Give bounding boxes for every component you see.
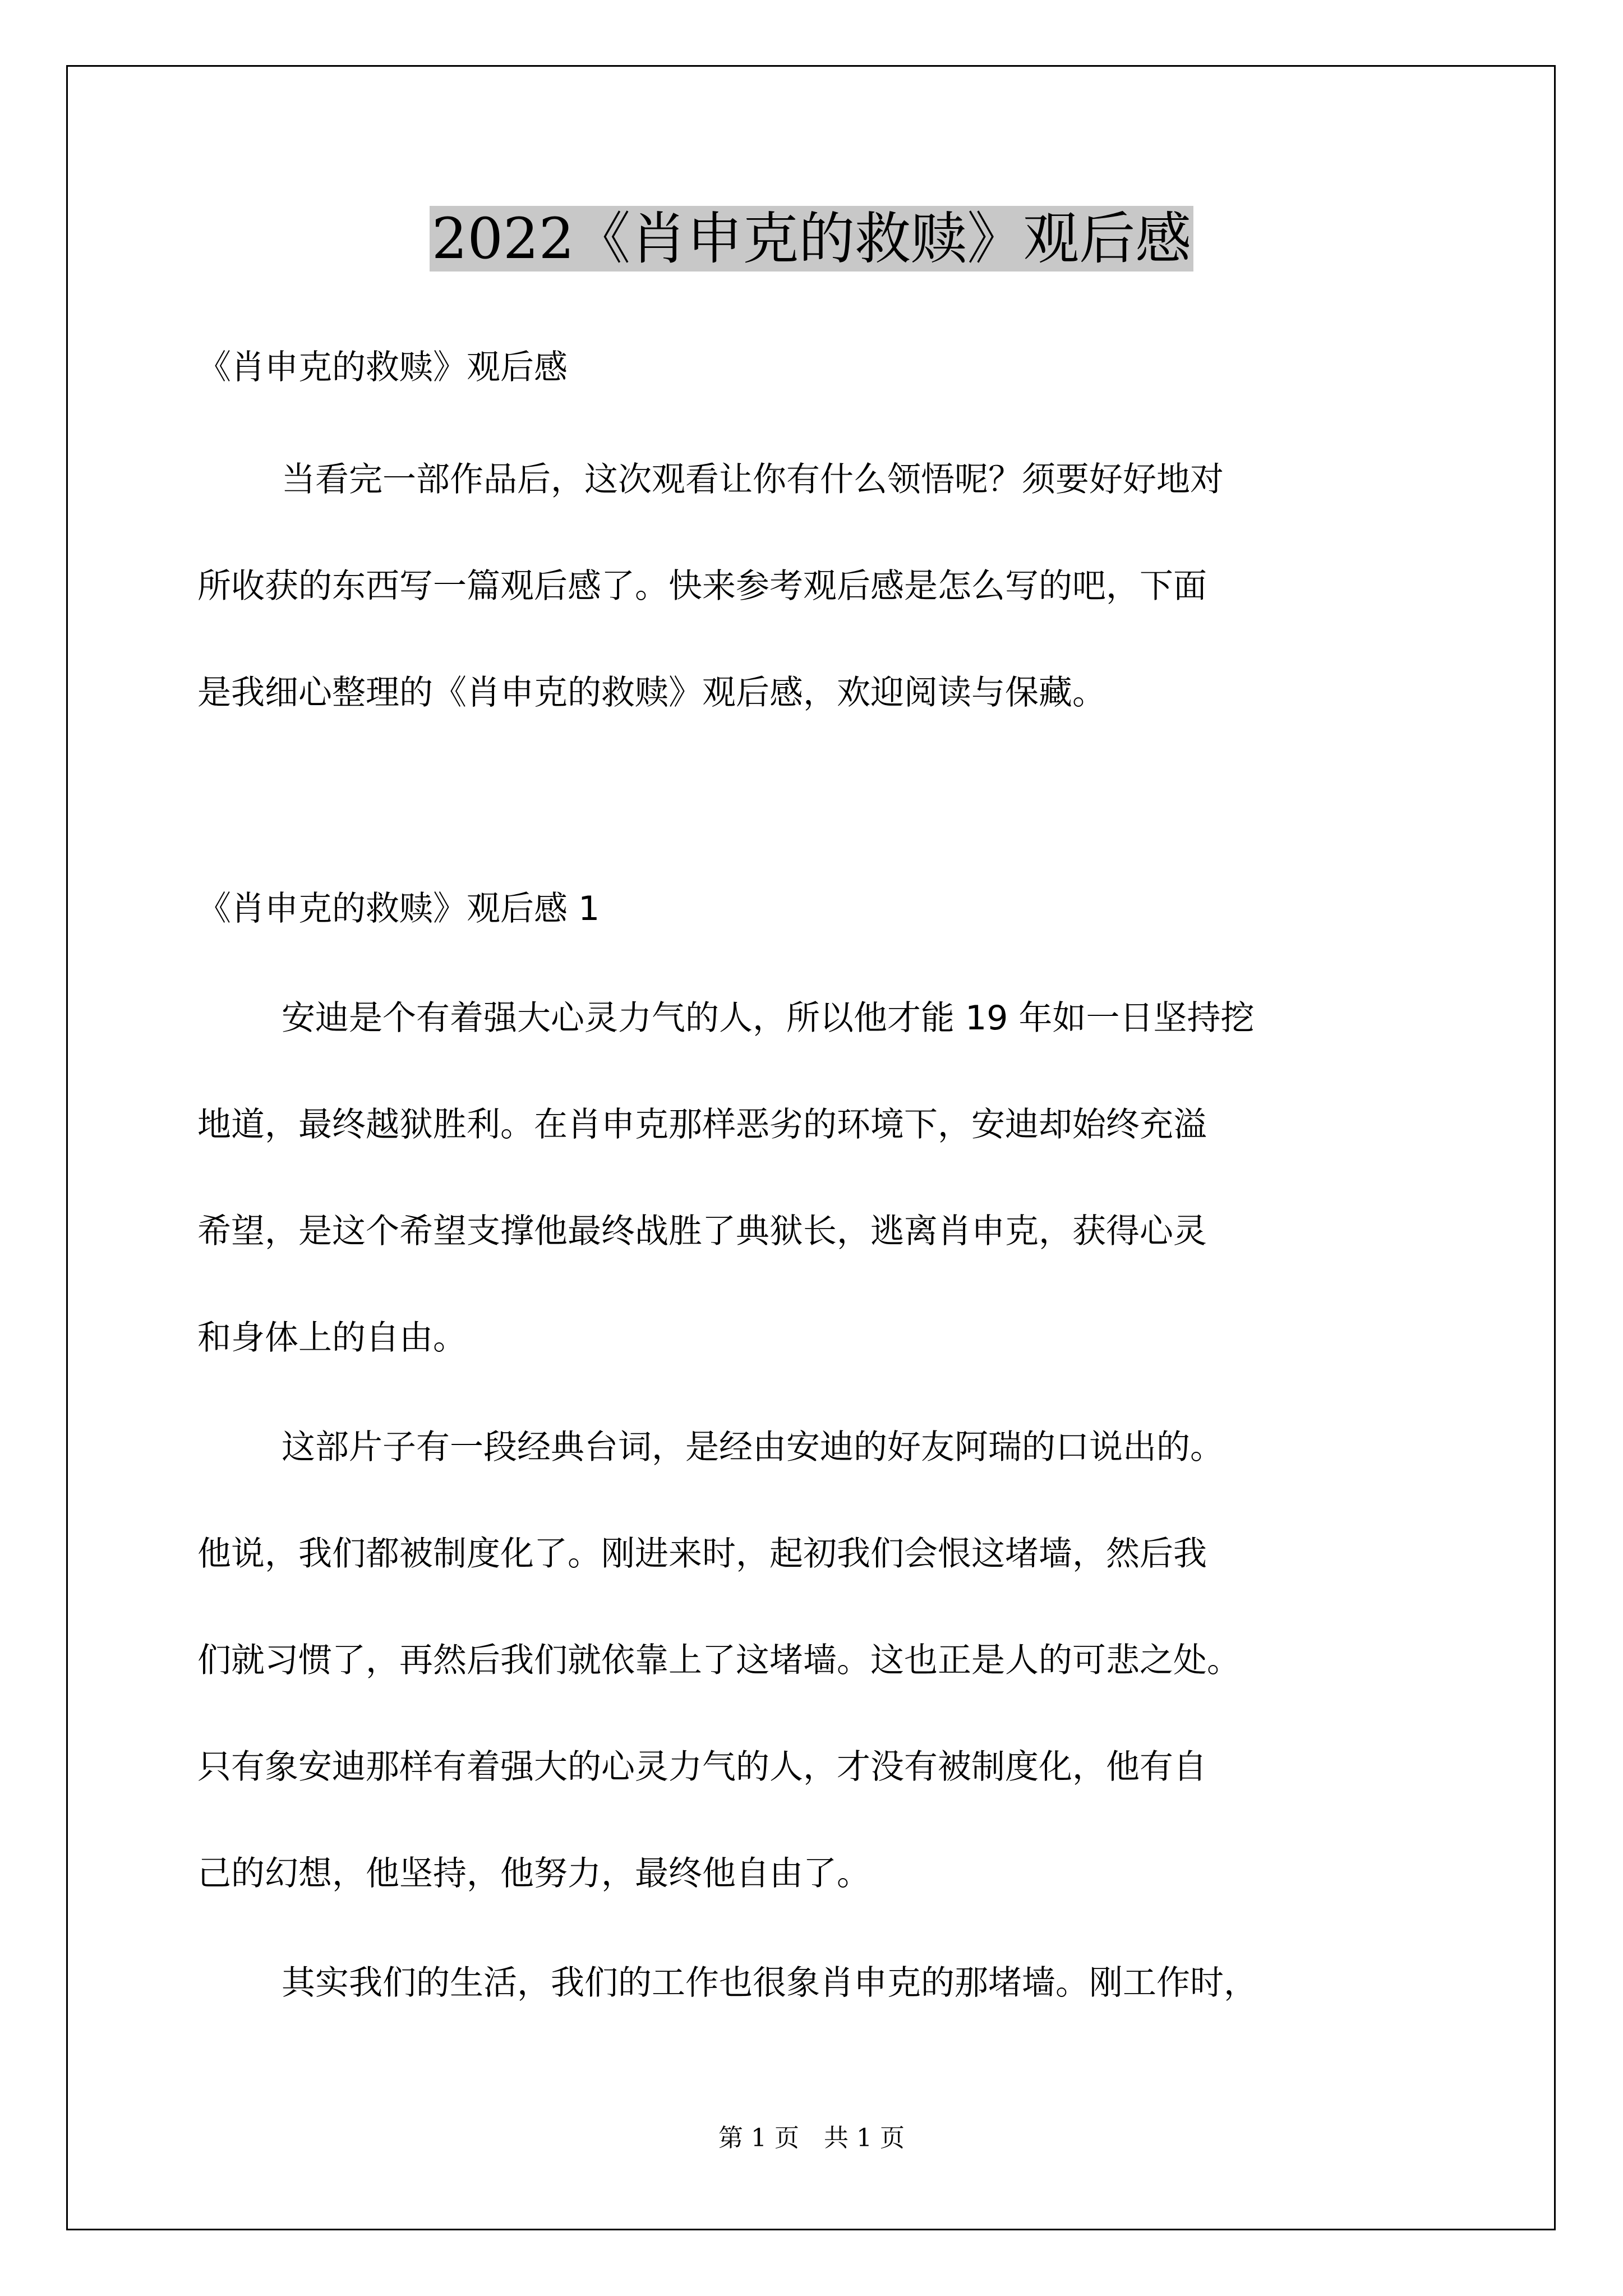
paragraph-line: 当看完一部作品后，这次观看让你有什么领悟呢？须要好好地对 [282, 460, 1224, 499]
paragraph-line: 安迪是个有着强大心灵力气的人，所以他才能 19 年如一日坚持挖 [282, 999, 1255, 1038]
section-heading: 《肖申克的救赎》观后感 1 [197, 889, 600, 928]
paragraph-line: 其实我们的生活，我们的工作也很象肖申克的那堵墙。刚工作时， [282, 1963, 1257, 2003]
document-title-text: 2022《肖申克的救赎》观后感 [430, 206, 1194, 272]
paragraph-line: 地道，最终越狱胜利。在肖申克那样恶劣的环境下，安迪却始终充溢 [197, 1105, 1207, 1144]
paragraph-line: 己的幻想，他坚持，他努力，最终他自由了。 [197, 1854, 870, 1893]
paragraph-line: 他说，我们都被制度化了。刚进来时，起初我们会恨这堵墙，然后我 [197, 1534, 1207, 1573]
paragraph-line: 这部片子有一段经典台词，是经由安迪的好友阿瑞的口说出的。 [282, 1428, 1224, 1467]
page-footer: 第 1 页 共 1 页 [718, 2124, 905, 2152]
paragraph-line: 只有象安迪那样有着强大的心灵力气的人，才没有被制度化，他有自 [197, 1747, 1207, 1787]
paragraph-line: 是我细心整理的《肖申克的救赎》观后感，欢迎阅读与保藏。 [197, 673, 1106, 712]
paragraph-line: 希望，是这个希望支撑他最终战胜了典狱长，逃离肖申克，获得心灵 [197, 1212, 1207, 1251]
paragraph-line: 所收获的东西写一篇观后感了。快来参考观后感是怎么写的吧，下面 [197, 567, 1207, 606]
paragraph-line: 和身体上的自由。 [197, 1318, 467, 1358]
subtitle-line: 《肖申克的救赎》观后感 [197, 348, 568, 387]
document-title [0, 200, 1623, 278]
paragraph-line: 们就习惯了，再然后我们就依靠上了这堵墙。这也正是人的可悲之处。 [197, 1641, 1241, 1680]
page-border [66, 65, 1556, 2230]
